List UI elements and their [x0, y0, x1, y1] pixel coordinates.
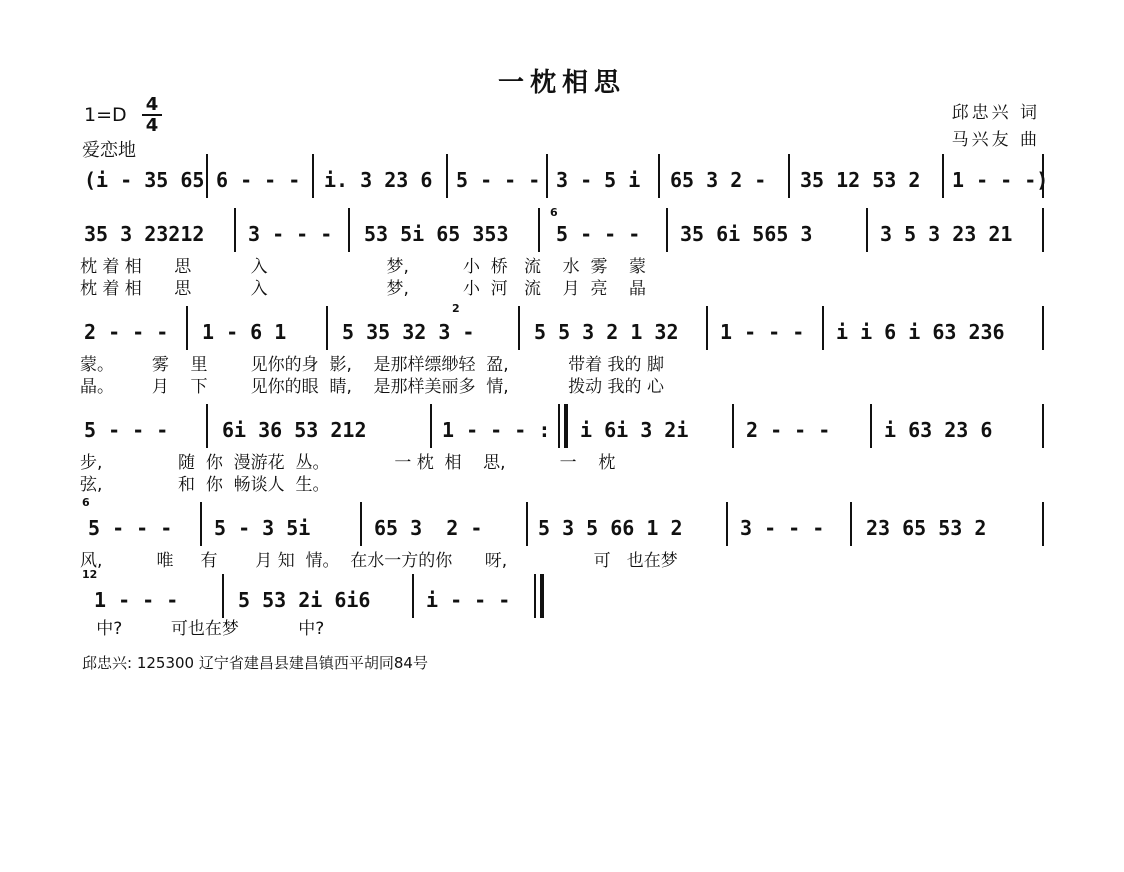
lyric-line: 枕 着 相 思 入 梦, 小 河 流 月 亮 晶 [80, 279, 647, 299]
time-signature [142, 96, 162, 134]
notes-row-6: 12 1 - - - 5 53 2i 6i6 i - - - [80, 584, 1044, 614]
measure: 23 65 53 2 [866, 516, 987, 540]
time-bottom: 4 [145, 115, 159, 136]
measure: i i 6 i 63 236 [836, 320, 1005, 344]
notes-row-1 [80, 164, 1049, 194]
measure: i 63 23 6 [884, 418, 993, 442]
measure: 1 - - - [94, 588, 179, 612]
lyric-line: 中? 可也在梦 中? [80, 619, 325, 639]
measure: 6 - - - [216, 168, 301, 192]
measure: 65 3 2 - [374, 516, 483, 540]
measure: 3 - 5 i [556, 168, 641, 192]
measure: 2 - - - [746, 418, 831, 442]
notes-row-4 [80, 414, 1044, 444]
lyricist: 邱忠兴 词 [951, 103, 1040, 123]
measure: i - - - [426, 588, 511, 612]
measure: 35 6i 565 3 [680, 222, 813, 246]
lyric-line: 枕 着 相 思 入 梦, 小 桥 流 水 雾 蒙 [80, 257, 647, 277]
measure: 3 - - - [740, 516, 825, 540]
lyric-line: 晶。 月 下 见你的眼 睛, 是那样美丽多 情, 拨动 我的 心 [80, 377, 664, 397]
measure: 53 5i 65 353 [364, 222, 509, 246]
measure: i. 3 23 6 [324, 168, 433, 192]
measure: 5 - - - [84, 418, 169, 442]
measure: 65 3 2 - [670, 168, 767, 192]
song-title: 一枕相思 [497, 68, 626, 98]
measure: 1 - 6 1 [202, 320, 287, 344]
composer: 马兴友 曲 [951, 130, 1040, 150]
measure: 1 - - - : [442, 418, 551, 442]
measure: 5 3 5 66 1 2 [538, 516, 683, 540]
notes-row-2: 35 3 23212 3 - - - 53 5i 65 353 6 5 - - - 35 6i 565 3 3 5 3 23 21 [80, 218, 1044, 248]
measure: 35 3 23212 [84, 222, 205, 246]
measure: 1 - - - [720, 320, 805, 344]
address-footer: 邱忠兴: 125300 辽宁省建昌县建昌镇西平胡同84号 [82, 654, 428, 672]
credits [952, 100, 1040, 154]
measure: 3 5 3 23 21 [880, 222, 1013, 246]
measure: 35 12 53 2 [800, 168, 921, 192]
measure: 1 - - -) [952, 168, 1049, 192]
measure: 5 5 3 2 1 32 [534, 320, 679, 344]
measure: 6i 36 53 212 [222, 418, 367, 442]
measure: i 6i 3 2i [580, 418, 689, 442]
measure: 5 - - - [88, 516, 173, 540]
measure: 2 - - - [84, 320, 169, 344]
tempo-marking: 爱恋地 [82, 140, 136, 161]
notes-row-3: 2 - - - 1 - 6 1 5 35 32 3 - 2 5 5 3 2 1 32 1 - - - i i 6 i 63 236 [80, 316, 1044, 346]
measure: 5 - - - [556, 222, 641, 246]
measure: 5 35 32 3 - [342, 320, 475, 344]
measure: 5 - 3 5i [214, 516, 311, 540]
lyric-line: 弦, 和 你 畅谈人 生。 [80, 475, 330, 495]
lyric-line: 蒙。 雾 里 见你的身 影, 是那样缥缈轻 盈, 带着 我的 脚 [80, 355, 664, 375]
measure: 5 53 2i 6i6 [238, 588, 371, 612]
notes-row-5: 6 5 - - - 5 - 3 5i 65 3 2 - 5 3 5 66 1 2 3 - - - 23 65 53 2 [80, 512, 1044, 542]
measure: 5 - - - [456, 168, 541, 192]
time-top: 4 [145, 94, 159, 115]
measure: (i - 35 65 [84, 168, 205, 192]
lyric-line: 风, 唯 有 月 知 情。 在水一方的你 呀, 可 也在梦 [80, 551, 678, 571]
lyric-line: 步, 随 你 漫游花 丛。 一 枕 相 思, 一 枕 [80, 453, 616, 473]
key-signature: 1=D [84, 104, 127, 126]
measure: 3 - - - [248, 222, 333, 246]
